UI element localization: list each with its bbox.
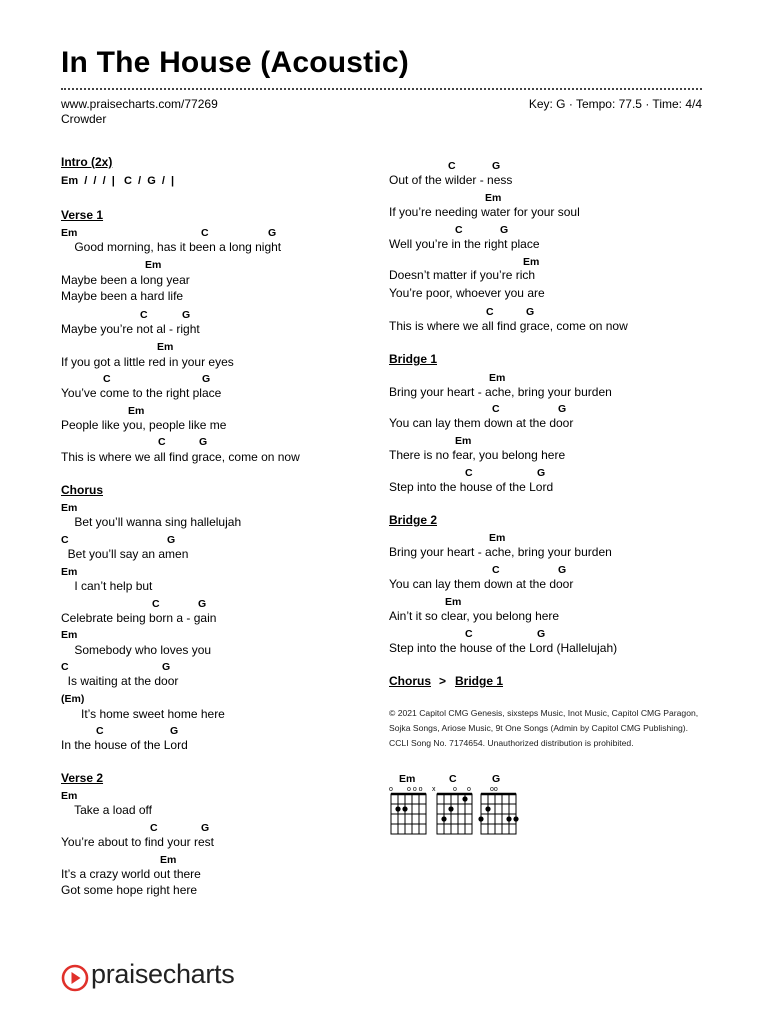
section-verse2-label: Verse 2: [61, 771, 104, 785]
section-chorus-label: Chorus: [61, 483, 103, 497]
lyric-line: Bring your heart - ache, bring your burden: [389, 385, 612, 399]
section-verse1-label: Verse 1: [61, 208, 104, 222]
song-url[interactable]: www.praisecharts.com/77269: [61, 97, 218, 111]
lyric-line: Step into the house of the Lord: [389, 480, 554, 494]
chord: G: [201, 822, 210, 834]
chord: G: [537, 628, 546, 640]
chord: C: [152, 598, 160, 610]
lyric-line: Got some hope right here: [61, 883, 198, 897]
roadmap-bridge1: Bridge 1: [455, 674, 504, 688]
lyric-line: Celebrate being born a - gain: [61, 611, 217, 625]
lyric-line: You can lay them down at the door: [389, 577, 574, 591]
lyric-line: Step into the house of the Lord (Hallelujah): [389, 641, 618, 655]
svg-text:o: o: [389, 786, 393, 793]
chord: Em: [61, 629, 78, 641]
section-bridge1-label: Bridge 1: [389, 352, 438, 366]
lyric-line: It’s a crazy world out there: [61, 867, 201, 881]
lyric-line: Good morning, has it been a long night: [61, 240, 282, 254]
lyric-line: Out of the wilder - ness: [389, 173, 513, 187]
lyric-line: There is no fear, you belong here: [389, 448, 566, 462]
lyric-line: Well you’re in the right place: [389, 237, 540, 251]
chord: C: [465, 467, 473, 479]
svg-text:x: x: [432, 786, 436, 793]
chord: G: [268, 227, 277, 239]
song-title: In The House (Acoustic): [61, 46, 409, 79]
lyric-line: You’re poor, whoever you are: [389, 286, 545, 300]
lyric-line: Somebody who loves you: [61, 643, 212, 657]
chord: Em: [157, 341, 174, 353]
chord-diagrams: [386, 785, 536, 837]
lyric-line: Take a load off: [61, 803, 152, 817]
svg-text:o o o: o o o: [407, 786, 423, 793]
intro-line: Em / / / | C / G / |: [61, 175, 175, 187]
lyric-line: People like you, people like me: [61, 418, 227, 432]
chord: C: [61, 534, 69, 546]
roadmap-arrow: >: [439, 674, 447, 688]
chord: C: [492, 403, 500, 415]
chord: G: [167, 534, 176, 546]
chord: C: [486, 306, 494, 318]
section-bridge2-label: Bridge 2: [389, 513, 438, 527]
diagram-label-g: G: [492, 773, 501, 785]
chord: C: [61, 661, 69, 673]
chord: Em: [160, 854, 177, 866]
g-chord-diagram: [478, 786, 518, 834]
lyric-line: Ain’t it so clear, you belong here: [389, 609, 560, 623]
chord: Em: [445, 596, 462, 608]
lyric-line: Doesn’t matter if you’re rich: [389, 268, 536, 282]
lyric-line: This is where we all find grace, come on now: [61, 450, 300, 464]
chord: Em: [455, 435, 472, 447]
chord: G: [526, 306, 535, 318]
lyric-line: You’ve come to the right place: [61, 386, 222, 400]
lyric-line: This is where we all find grace, come on now: [389, 319, 628, 333]
chord: G: [492, 160, 501, 172]
logo-wordmark: praisecharts: [91, 959, 235, 989]
lyric-line: I can’t help but: [61, 579, 153, 593]
chord: C: [455, 224, 463, 236]
chord: Em: [485, 192, 502, 204]
chord: G: [182, 309, 191, 321]
chord: Em: [145, 259, 162, 271]
chord: G: [537, 467, 546, 479]
song-meta: Key: G · Tempo: 77.5 · Time: 4/4: [528, 97, 702, 111]
chord: G: [198, 598, 207, 610]
chord: Em: [61, 502, 78, 514]
lyric-line: Maybe been a long year: [61, 273, 190, 287]
diagram-label-c: C: [449, 773, 457, 785]
diagram-label-em: Em: [399, 773, 416, 785]
lyric-line: If you got a little red in your eyes: [61, 355, 234, 369]
lyric-line: Is waiting at the door: [61, 674, 179, 688]
lyric-line: Bet you’ll say an amen: [61, 547, 189, 561]
chord: C: [465, 628, 473, 640]
chord: C: [448, 160, 456, 172]
chord: C: [158, 436, 166, 448]
lyric-line: In the house of the Lord: [61, 738, 188, 752]
chord: G: [500, 224, 509, 236]
chord: Em: [489, 372, 506, 384]
chord: Em: [61, 566, 78, 578]
chord: Em: [523, 256, 540, 268]
chord: Em: [61, 790, 78, 802]
title-divider: [61, 88, 702, 90]
lyric-line: Bet you’ll wanna sing hallelujah: [61, 515, 242, 529]
chord: Em: [489, 532, 506, 544]
chord: C: [492, 564, 500, 576]
chord: G: [558, 403, 567, 415]
chord: Em: [61, 227, 78, 239]
chord: C: [150, 822, 158, 834]
chord: G: [199, 436, 208, 448]
em-chord-diagram: [389, 786, 426, 834]
chord: C: [103, 373, 111, 385]
chord: G: [558, 564, 567, 576]
svg-text:o: o: [453, 786, 457, 793]
copyright-notice: © 2021 Capitol CMG Genesis, sixsteps Music, Inot Music, Capitol CMG Paragon, Sojka Songs, Ariose Music, 9t One Songs (Admin by Capitol CMG Publishing). CCLI Song No. 7174654. Unauthorized distribution is prohibited.: [389, 708, 699, 749]
chord: C: [96, 725, 104, 737]
roadmap-chorus: Chorus: [389, 674, 431, 688]
lyric-line: Bring your heart - ache, bring your burden: [389, 545, 612, 559]
chord: G: [162, 661, 171, 673]
lyric-line: Maybe you’re not al - right: [61, 322, 200, 336]
artist-name: Crowder: [61, 112, 107, 126]
lyric-line: You can lay them down at the door: [389, 416, 574, 430]
chord: C: [140, 309, 148, 321]
chord: (Em): [61, 693, 85, 705]
svg-text:o: o: [467, 786, 471, 793]
c-chord-diagram: [432, 786, 472, 834]
chord: G: [202, 373, 211, 385]
lyric-line: You’re about to find your rest: [61, 835, 214, 849]
lyric-line: If you’re needing water for your soul: [389, 205, 580, 219]
svg-text:oo: oo: [490, 786, 498, 793]
lyric-line: It’s home sweet home here: [61, 707, 225, 721]
section-intro-label: Intro (2x): [61, 155, 113, 169]
play-icon: [61, 964, 89, 992]
chord: C: [201, 227, 209, 239]
chord: G: [170, 725, 179, 737]
chord: Em: [128, 405, 145, 417]
lyric-line: Maybe been a hard life: [61, 289, 184, 303]
